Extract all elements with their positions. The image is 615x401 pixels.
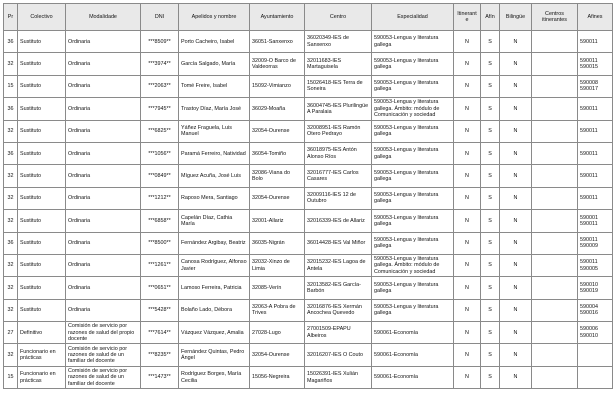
cell-ayuntamiento: 36029-Moaña <box>250 98 305 120</box>
cell-dni: ***6825** <box>141 120 179 142</box>
cell-centro: 15026418-IES Terra de Soneira <box>305 75 372 97</box>
cell-centros-itinerantes <box>532 210 578 232</box>
cell-centros-itinerantes <box>532 299 578 321</box>
table-row <box>4 31 613 53</box>
table-row <box>4 98 613 120</box>
cell-especialidad: 590061-Economía <box>372 366 454 388</box>
cell-itinerante: N <box>454 142 481 164</box>
cell-apelidos: Trastoy Díaz, María José <box>179 98 250 120</box>
cell-apelidos: Paramá Ferreiro, Natividad <box>179 142 250 164</box>
cell-apelidos: Capelán Díaz, Cathia María <box>179 210 250 232</box>
cell-itinerante: N <box>454 366 481 388</box>
table-row <box>4 366 613 388</box>
cell-itinerante: N <box>454 322 481 344</box>
cell-ayuntamiento: 32054-Ourense <box>250 120 305 142</box>
column-header-apelidos: Apelidos y nombre <box>179 4 250 31</box>
cell-dni: ***1473** <box>141 366 179 388</box>
cell-afines: 590011 590009 <box>578 232 613 254</box>
cell-afin: S <box>481 53 500 75</box>
cell-modalidade: Ordinaria <box>66 187 141 209</box>
cell-colectivo: Sustituto <box>18 254 66 276</box>
cell-afines <box>578 344 613 366</box>
cell-dni: ***0849** <box>141 165 179 187</box>
cell-centro: 36014428-IES Val Miñor <box>305 232 372 254</box>
cell-dni: ***0651** <box>141 277 179 299</box>
cell-colectivo: Sustituto <box>18 210 66 232</box>
cell-modalidade: Ordinaria <box>66 254 141 276</box>
cell-itinerante: N <box>454 254 481 276</box>
cell-centro: 32016777-IES Carlos Casares <box>305 165 372 187</box>
table-row <box>4 299 613 321</box>
cell-itinerante: N <box>454 277 481 299</box>
cell-especialidad: 590053-Lengua y literatura gallega <box>372 299 454 321</box>
cell-centro: 32015232-IES Lagoa de Antela <box>305 254 372 276</box>
cell-itinerante: N <box>454 187 481 209</box>
cell-modalidade: Comisión de servicio por razones de salud de un familiar del docente <box>66 344 141 366</box>
cell-apelidos: Bolaño Lado, Débora <box>179 299 250 321</box>
cell-itinerante: N <box>454 299 481 321</box>
cell-centros-itinerantes <box>532 322 578 344</box>
cell-bilingue: N <box>500 254 532 276</box>
cell-itinerante: N <box>454 210 481 232</box>
cell-centros-itinerantes <box>532 254 578 276</box>
cell-afin: S <box>481 210 500 232</box>
cell-afin: S <box>481 187 500 209</box>
cell-colectivo: Sustituto <box>18 120 66 142</box>
cell-itinerante: N <box>454 165 481 187</box>
cell-centro: 27001509-EPAPU Albeiros <box>305 322 372 344</box>
cell-afin: S <box>481 142 500 164</box>
cell-colectivo: Sustituto <box>18 299 66 321</box>
cell-bilingue: N <box>500 98 532 120</box>
cell-apelidos: Canosa Rodríguez, Alfonso Javier <box>179 254 250 276</box>
cell-pr: 36 <box>4 31 18 53</box>
cell-colectivo: Definitivo <box>18 322 66 344</box>
table-row <box>4 142 613 164</box>
cell-especialidad: 590053-Lengua y literatura gallega <box>372 31 454 53</box>
cell-modalidade: Ordinaria <box>66 120 141 142</box>
cell-modalidade: Ordinaria <box>66 75 141 97</box>
cell-pr: 32 <box>4 299 18 321</box>
cell-bilingue: N <box>500 344 532 366</box>
header-row <box>4 4 613 31</box>
cell-bilingue: N <box>500 142 532 164</box>
cell-bilingue: N <box>500 232 532 254</box>
cell-especialidad: 590053-Lengua y literatura gallega <box>372 210 454 232</box>
cell-centro: 36004745-IES Plurilingüe A Paralaia <box>305 98 372 120</box>
cell-afines: 590001 590011 <box>578 210 613 232</box>
cell-centro: 32013582-IES García-Barbón <box>305 277 372 299</box>
cell-pr: 32 <box>4 165 18 187</box>
cell-dni: ***6858** <box>141 210 179 232</box>
cell-ayuntamiento: 32054-Ourense <box>250 187 305 209</box>
cell-itinerante: N <box>454 232 481 254</box>
cell-modalidade: Ordinaria <box>66 165 141 187</box>
cell-itinerante: N <box>454 120 481 142</box>
cell-afines: 590011 <box>578 142 613 164</box>
cell-centro: 32016339-IES de Allariz <box>305 210 372 232</box>
cell-colectivo: Sustituto <box>18 98 66 120</box>
cell-ayuntamiento: 32009-O Barco de Valdeorras <box>250 53 305 75</box>
cell-afines: 590011 <box>578 165 613 187</box>
cell-itinerante: N <box>454 344 481 366</box>
column-header-centros-itinerantes: Centros itinerantes <box>532 4 578 31</box>
cell-especialidad: 590053-Lengua y literatura gallega <box>372 53 454 75</box>
cell-ayuntamiento: 15056-Negreira <box>250 366 305 388</box>
cell-apelidos: Lamoso Ferreira, Patricia <box>179 277 250 299</box>
cell-centros-itinerantes <box>532 120 578 142</box>
cell-centro: 32008951-IES Ramón Otero Pedrayo <box>305 120 372 142</box>
cell-pr: 32 <box>4 210 18 232</box>
cell-modalidade: Ordinaria <box>66 210 141 232</box>
cell-pr: 32 <box>4 187 18 209</box>
cell-dni: ***3974** <box>141 53 179 75</box>
cell-especialidad: 590053-Lengua y literatura gallega <box>372 165 454 187</box>
cell-modalidade: Ordinaria <box>66 142 141 164</box>
column-header-colectivo: Colectivo <box>18 4 66 31</box>
cell-ayuntamiento: 27028-Lugo <box>250 322 305 344</box>
cell-dni: ***5428** <box>141 299 179 321</box>
cell-especialidad: 590053-Lengua y literatura gallega <box>372 120 454 142</box>
column-header-afines: Afines <box>578 4 613 31</box>
cell-dni: ***1212** <box>141 187 179 209</box>
cell-ayuntamiento: 32063-A Pobra de Trives <box>250 299 305 321</box>
cell-afines: 590010 590019 <box>578 277 613 299</box>
cell-colectivo: Funcionario en prácticas <box>18 366 66 388</box>
cell-apelidos: Yáñez Fraguela, Luis Manuel <box>179 120 250 142</box>
cell-dni: ***7945** <box>141 98 179 120</box>
cell-afin: S <box>481 299 500 321</box>
cell-centro: 32011683-IES Martaguisela <box>305 53 372 75</box>
table-row <box>4 344 613 366</box>
cell-especialidad: 590053-Lengua y literatura gallega. Ámbito: módulo de Comunicación y sociedad <box>372 98 454 120</box>
cell-modalidade: Comisión de servicio por razones de salud de un familiar del docente <box>66 366 141 388</box>
table-row <box>4 120 613 142</box>
cell-colectivo: Funcionario en prácticas <box>18 344 66 366</box>
cell-dni: ***7614** <box>141 322 179 344</box>
cell-centros-itinerantes <box>532 142 578 164</box>
cell-dni: ***8235** <box>141 344 179 366</box>
cell-pr: 15 <box>4 75 18 97</box>
cell-centro: 32009116-IES 12 de Outubro <box>305 187 372 209</box>
table-row <box>4 53 613 75</box>
cell-afin: S <box>481 254 500 276</box>
cell-especialidad: 590053-Lengua y literatura gallega. Ámbito: módulo de Comunicación y sociedad <box>372 254 454 276</box>
cell-ayuntamiento: 15092-Vimianzo <box>250 75 305 97</box>
cell-modalidade: Ordinaria <box>66 277 141 299</box>
column-header-pr: Pr <box>4 4 18 31</box>
cell-itinerante: N <box>454 98 481 120</box>
table-row <box>4 277 613 299</box>
cell-centros-itinerantes <box>532 366 578 388</box>
cell-pr: 32 <box>4 277 18 299</box>
cell-afin: S <box>481 75 500 97</box>
cell-centros-itinerantes <box>532 232 578 254</box>
column-header-modalidade: Modalidade <box>66 4 141 31</box>
cell-modalidade: Ordinaria <box>66 299 141 321</box>
cell-afines: 590011 <box>578 120 613 142</box>
cell-colectivo: Sustituto <box>18 165 66 187</box>
cell-apelidos: Vázquez Vázquez, Amalia <box>179 322 250 344</box>
cell-centros-itinerantes <box>532 344 578 366</box>
cell-especialidad: 590053-Lengua y literatura gallega <box>372 142 454 164</box>
cell-bilingue: N <box>500 187 532 209</box>
cell-centro: 36020349-IES de Sanxenxo <box>305 31 372 53</box>
cell-bilingue: N <box>500 366 532 388</box>
cell-centros-itinerantes <box>532 98 578 120</box>
cell-apelidos: Rodríguez Borges, María Cecilia <box>179 366 250 388</box>
cell-dni: ***2063** <box>141 75 179 97</box>
cell-afin: S <box>481 31 500 53</box>
column-header-itinerante: Itinerante <box>454 4 481 31</box>
cell-centros-itinerantes <box>532 187 578 209</box>
column-header-especialidad: Especialidad <box>372 4 454 31</box>
table-row <box>4 75 613 97</box>
column-header-centro: Centro <box>305 4 372 31</box>
cell-colectivo: Sustituto <box>18 187 66 209</box>
cell-centros-itinerantes <box>532 31 578 53</box>
cell-afines: 590011 590015 <box>578 53 613 75</box>
cell-ayuntamiento: 36051-Sanxenxo <box>250 31 305 53</box>
cell-afines: 590011 <box>578 98 613 120</box>
cell-centros-itinerantes <box>532 53 578 75</box>
cell-centros-itinerantes <box>532 277 578 299</box>
cell-centro: 32016876-IES Xermán Ancochea Quevedo <box>305 299 372 321</box>
cell-pr: 32 <box>4 53 18 75</box>
table-row <box>4 232 613 254</box>
cell-centros-itinerantes <box>532 165 578 187</box>
cell-ayuntamiento: 32085-Verín <box>250 277 305 299</box>
cell-pr: 32 <box>4 254 18 276</box>
table-row <box>4 165 613 187</box>
cell-afines: 590006 590010 <box>578 322 613 344</box>
cell-apelidos: Fernández Quintas, Pedro Ángel <box>179 344 250 366</box>
cell-apelidos: Míguez Acuña, José Luis <box>179 165 250 187</box>
cell-modalidade: Ordinaria <box>66 31 141 53</box>
cell-bilingue: N <box>500 75 532 97</box>
table-row <box>4 187 613 209</box>
table-body <box>4 31 613 389</box>
cell-centro: 32016207-IES O Couto <box>305 344 372 366</box>
cell-bilingue: N <box>500 277 532 299</box>
cell-afin: S <box>481 165 500 187</box>
cell-afines <box>578 366 613 388</box>
cell-pr: 32 <box>4 344 18 366</box>
cell-itinerante: N <box>454 53 481 75</box>
cell-colectivo: Sustituto <box>18 75 66 97</box>
cell-especialidad: 590053-Lengua y literatura gallega <box>372 187 454 209</box>
cell-modalidade: Ordinaria <box>66 98 141 120</box>
cell-bilingue: N <box>500 322 532 344</box>
cell-apelidos: Fernández Argibay, Beatriz <box>179 232 250 254</box>
cell-colectivo: Sustituto <box>18 142 66 164</box>
cell-centro: 15026391-IES Xulián Magariños <box>305 366 372 388</box>
cell-pr: 36 <box>4 232 18 254</box>
cell-afines: 590011 590005 <box>578 254 613 276</box>
cell-bilingue: N <box>500 299 532 321</box>
cell-ayuntamiento: 32032-Xinzo de Limia <box>250 254 305 276</box>
column-header-bilingue: Bilingüe <box>500 4 532 31</box>
cell-especialidad: 590053-Lengua y literatura gallega <box>372 232 454 254</box>
cell-itinerante: N <box>454 31 481 53</box>
table-row <box>4 322 613 344</box>
column-header-dni: DNI <box>141 4 179 31</box>
cell-ayuntamiento: 32086-Viana do Bolo <box>250 165 305 187</box>
cell-afin: S <box>481 322 500 344</box>
table-row <box>4 254 613 276</box>
cell-modalidade: Ordinaria <box>66 232 141 254</box>
cell-afin: S <box>481 344 500 366</box>
cell-apelidos: García Salgado, María <box>179 53 250 75</box>
cell-afin: S <box>481 277 500 299</box>
cell-apelidos: Raposo Mera, Santiago <box>179 187 250 209</box>
cell-ayuntamiento: 32001-Allariz <box>250 210 305 232</box>
cell-centro: 36018975-IES Antón Alonso Ríos <box>305 142 372 164</box>
cell-dni: ***8500** <box>141 232 179 254</box>
cell-colectivo: Sustituto <box>18 277 66 299</box>
cell-dni: ***8509** <box>141 31 179 53</box>
cell-apelidos: Tomé Freire, Isabel <box>179 75 250 97</box>
cell-afin: S <box>481 98 500 120</box>
cell-pr: 32 <box>4 120 18 142</box>
cell-ayuntamiento: 36054-Tomiño <box>250 142 305 164</box>
cell-ayuntamiento: 36035-Nigrán <box>250 232 305 254</box>
cell-colectivo: Sustituto <box>18 31 66 53</box>
table-row <box>4 210 613 232</box>
cell-especialidad: 590053-Lengua y literatura gallega <box>372 277 454 299</box>
cell-colectivo: Sustituto <box>18 53 66 75</box>
cell-ayuntamiento: 32054-Ourense <box>250 344 305 366</box>
cell-afines: 590011 <box>578 187 613 209</box>
column-header-afin: Afín <box>481 4 500 31</box>
cell-afin: S <box>481 366 500 388</box>
cell-dni: ***1261** <box>141 254 179 276</box>
cell-modalidade: Comisión de servicio por razones de salud del propio docente <box>66 322 141 344</box>
cell-modalidade: Ordinaria <box>66 53 141 75</box>
cell-bilingue: N <box>500 210 532 232</box>
cell-afin: S <box>481 232 500 254</box>
cell-bilingue: N <box>500 53 532 75</box>
cell-colectivo: Sustituto <box>18 232 66 254</box>
cell-afines: 590004 590016 <box>578 299 613 321</box>
cell-especialidad: 590061-Economía <box>372 322 454 344</box>
cell-apelidos: Porto Cacheiro, Isabel <box>179 31 250 53</box>
cell-pr: 36 <box>4 98 18 120</box>
cell-centros-itinerantes <box>532 75 578 97</box>
cell-bilingue: N <box>500 31 532 53</box>
cell-bilingue: N <box>500 165 532 187</box>
cell-especialidad: 590061-Economía <box>372 344 454 366</box>
assignments-table <box>3 3 613 389</box>
cell-dni: ***1056** <box>141 142 179 164</box>
cell-pr: 15 <box>4 366 18 388</box>
cell-afines: 590011 <box>578 31 613 53</box>
cell-pr: 36 <box>4 142 18 164</box>
cell-itinerante: N <box>454 75 481 97</box>
cell-afines: 590008 590017 <box>578 75 613 97</box>
cell-bilingue: N <box>500 120 532 142</box>
cell-especialidad: 590053-Lengua y literatura gallega <box>372 75 454 97</box>
column-header-ayuntamiento: Ayuntamiento <box>250 4 305 31</box>
cell-afin: S <box>481 120 500 142</box>
cell-pr: 27 <box>4 322 18 344</box>
